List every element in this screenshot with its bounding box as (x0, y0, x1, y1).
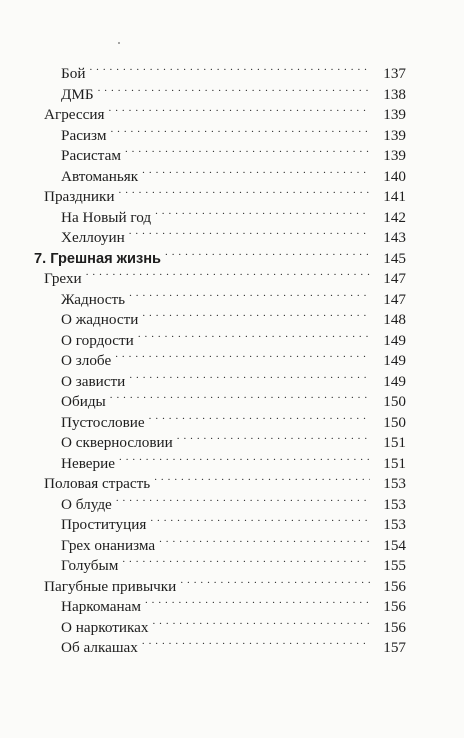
dot-leader (86, 261, 370, 283)
dot-leader (142, 630, 370, 652)
toc-entry-title: Грехи (44, 270, 82, 287)
dot-leader (110, 118, 370, 140)
toc-page-number: 139 (383, 126, 406, 144)
dot-leader (115, 343, 370, 365)
dot-leader (119, 446, 370, 468)
dot-leader (89, 56, 370, 78)
dot-leader (98, 77, 370, 99)
toc-page-number: 138 (383, 85, 406, 103)
dot-leader (155, 200, 370, 222)
toc-page-number: 145 (383, 249, 406, 267)
toc-subsection-row (0, 425, 406, 451)
toc-entry-title: Пустословие (61, 413, 145, 431)
dot-leader (165, 241, 370, 263)
toc-entry-title: Грех онанизма (61, 536, 156, 554)
toc-subsection-row (0, 200, 406, 226)
toc-page-number: 150 (383, 393, 406, 410)
toc-entry-title: Жадность (61, 290, 126, 308)
dot-leader (129, 220, 370, 242)
toc-entry-title: Пагубные привычки (44, 577, 177, 595)
toc-subsection-row (0, 610, 406, 636)
dot-leader (122, 548, 370, 570)
toc-subsection-row (0, 159, 406, 185)
toc-entry-title: Неверие (61, 454, 115, 472)
toc-page-number: 141 (383, 188, 406, 205)
toc-entry-title: О зависти (61, 372, 126, 390)
dot-leader (150, 507, 370, 529)
toc-entry-title: О сквернословии (61, 434, 173, 451)
dot-leader (142, 159, 370, 181)
toc-page-number: 142 (383, 208, 406, 226)
toc-entry-title: О гордости (61, 331, 134, 349)
toc-subsection-row (0, 343, 406, 369)
toc-entry-title: О злобе (61, 352, 112, 369)
toc-entry-title: О наркотиках (61, 618, 149, 636)
toc-entry-title: Голубым (61, 557, 119, 574)
toc-page-number: 157 (383, 639, 406, 656)
toc-entry-title: Половая страсть (44, 475, 151, 492)
toc-entry-title: Наркоманам (61, 598, 141, 615)
toc-page-number: 153 (383, 495, 406, 513)
dot-leader (154, 466, 370, 488)
dot-leader (119, 179, 370, 201)
toc-entry-title: Праздники (44, 188, 115, 205)
dot-leader (152, 610, 370, 632)
dot-leader (116, 487, 370, 509)
dot-leader (125, 138, 370, 160)
toc-entry-title: ДМБ (61, 85, 94, 103)
toc-subsection-row (0, 56, 406, 82)
toc-page-number: 153 (383, 516, 406, 533)
toc-entry-title: Агрессия (44, 106, 105, 123)
toc-subsection-row (0, 138, 406, 164)
toc-subsection-row (0, 282, 406, 308)
toc-section-row (0, 569, 406, 595)
dot-leader (129, 364, 370, 386)
toc-page-number: 147 (383, 270, 406, 287)
dot-leader (149, 405, 370, 427)
toc-section-row (0, 179, 406, 205)
toc-page-number: 156 (383, 618, 406, 636)
paper-speck (118, 42, 120, 44)
toc-page-number: 156 (383, 598, 406, 615)
toc-subsection-row (0, 589, 406, 615)
dot-leader (145, 589, 370, 611)
toc-entry-title: На Новый год (61, 208, 152, 226)
toc-page-number: 150 (383, 413, 406, 431)
toc-page-number: 140 (383, 167, 406, 185)
toc-subsection-row (0, 220, 406, 246)
dot-leader (129, 282, 370, 304)
toc-subsection-row (0, 384, 406, 410)
toc-subsection-row (0, 118, 406, 144)
toc-entry-title: Проституция (61, 516, 147, 533)
toc-subsection-row (0, 323, 406, 349)
toc-entry-title: О жадности (61, 311, 139, 328)
toc-page-number: 139 (383, 106, 406, 123)
toc-entry-title: Расистам (61, 147, 121, 164)
toc-page-number: 149 (383, 352, 406, 369)
toc-page-number: 155 (383, 557, 406, 574)
toc-entry-title: 7. Грешная жизнь (34, 250, 161, 267)
toc-page-number: 149 (383, 372, 406, 390)
toc-entry-title: О блуде (61, 495, 112, 513)
toc-chapter-row (0, 241, 406, 267)
dot-leader (142, 302, 370, 324)
toc-page-number: 154 (383, 536, 406, 554)
toc-page-number: 139 (383, 147, 406, 164)
dot-leader (159, 528, 370, 550)
toc-page-number: 148 (383, 311, 406, 328)
dot-leader (177, 425, 370, 447)
toc-page-number: 151 (383, 434, 406, 451)
dot-leader (109, 97, 370, 119)
toc-section-row (0, 261, 406, 287)
toc-entry-title: Автоманьяк (61, 167, 139, 185)
dot-leader (138, 323, 370, 345)
toc-subsection-row (0, 446, 406, 472)
toc-page-number: 151 (383, 454, 406, 472)
toc-subsection-row (0, 364, 406, 390)
toc-page-number: 143 (383, 229, 406, 246)
toc-entry-title: Расизм (61, 126, 107, 144)
toc-section-row (0, 97, 406, 123)
toc-section-row (0, 466, 406, 492)
toc-subsection-row (0, 302, 406, 328)
toc-subsection-row (0, 487, 406, 513)
toc-subsection-row (0, 630, 406, 656)
toc-subsection-row (0, 77, 406, 103)
toc-entry-title: Обиды (61, 393, 106, 410)
toc-page-number: 137 (383, 65, 406, 82)
dot-leader (110, 384, 370, 406)
toc-subsection-row (0, 548, 406, 574)
toc-page-number: 149 (383, 331, 406, 349)
toc-page-number: 153 (383, 475, 406, 492)
toc-entry-title: Бой (61, 65, 86, 82)
toc-subsection-row (0, 528, 406, 554)
toc-page-number: 147 (383, 290, 406, 308)
toc-page-number: 156 (383, 577, 406, 595)
toc-entry-title: Хеллоуин (61, 229, 125, 246)
dot-leader (180, 569, 370, 591)
toc-entry-title: Об алкашах (61, 639, 138, 656)
toc-subsection-row (0, 405, 406, 431)
toc-subsection-row (0, 507, 406, 533)
